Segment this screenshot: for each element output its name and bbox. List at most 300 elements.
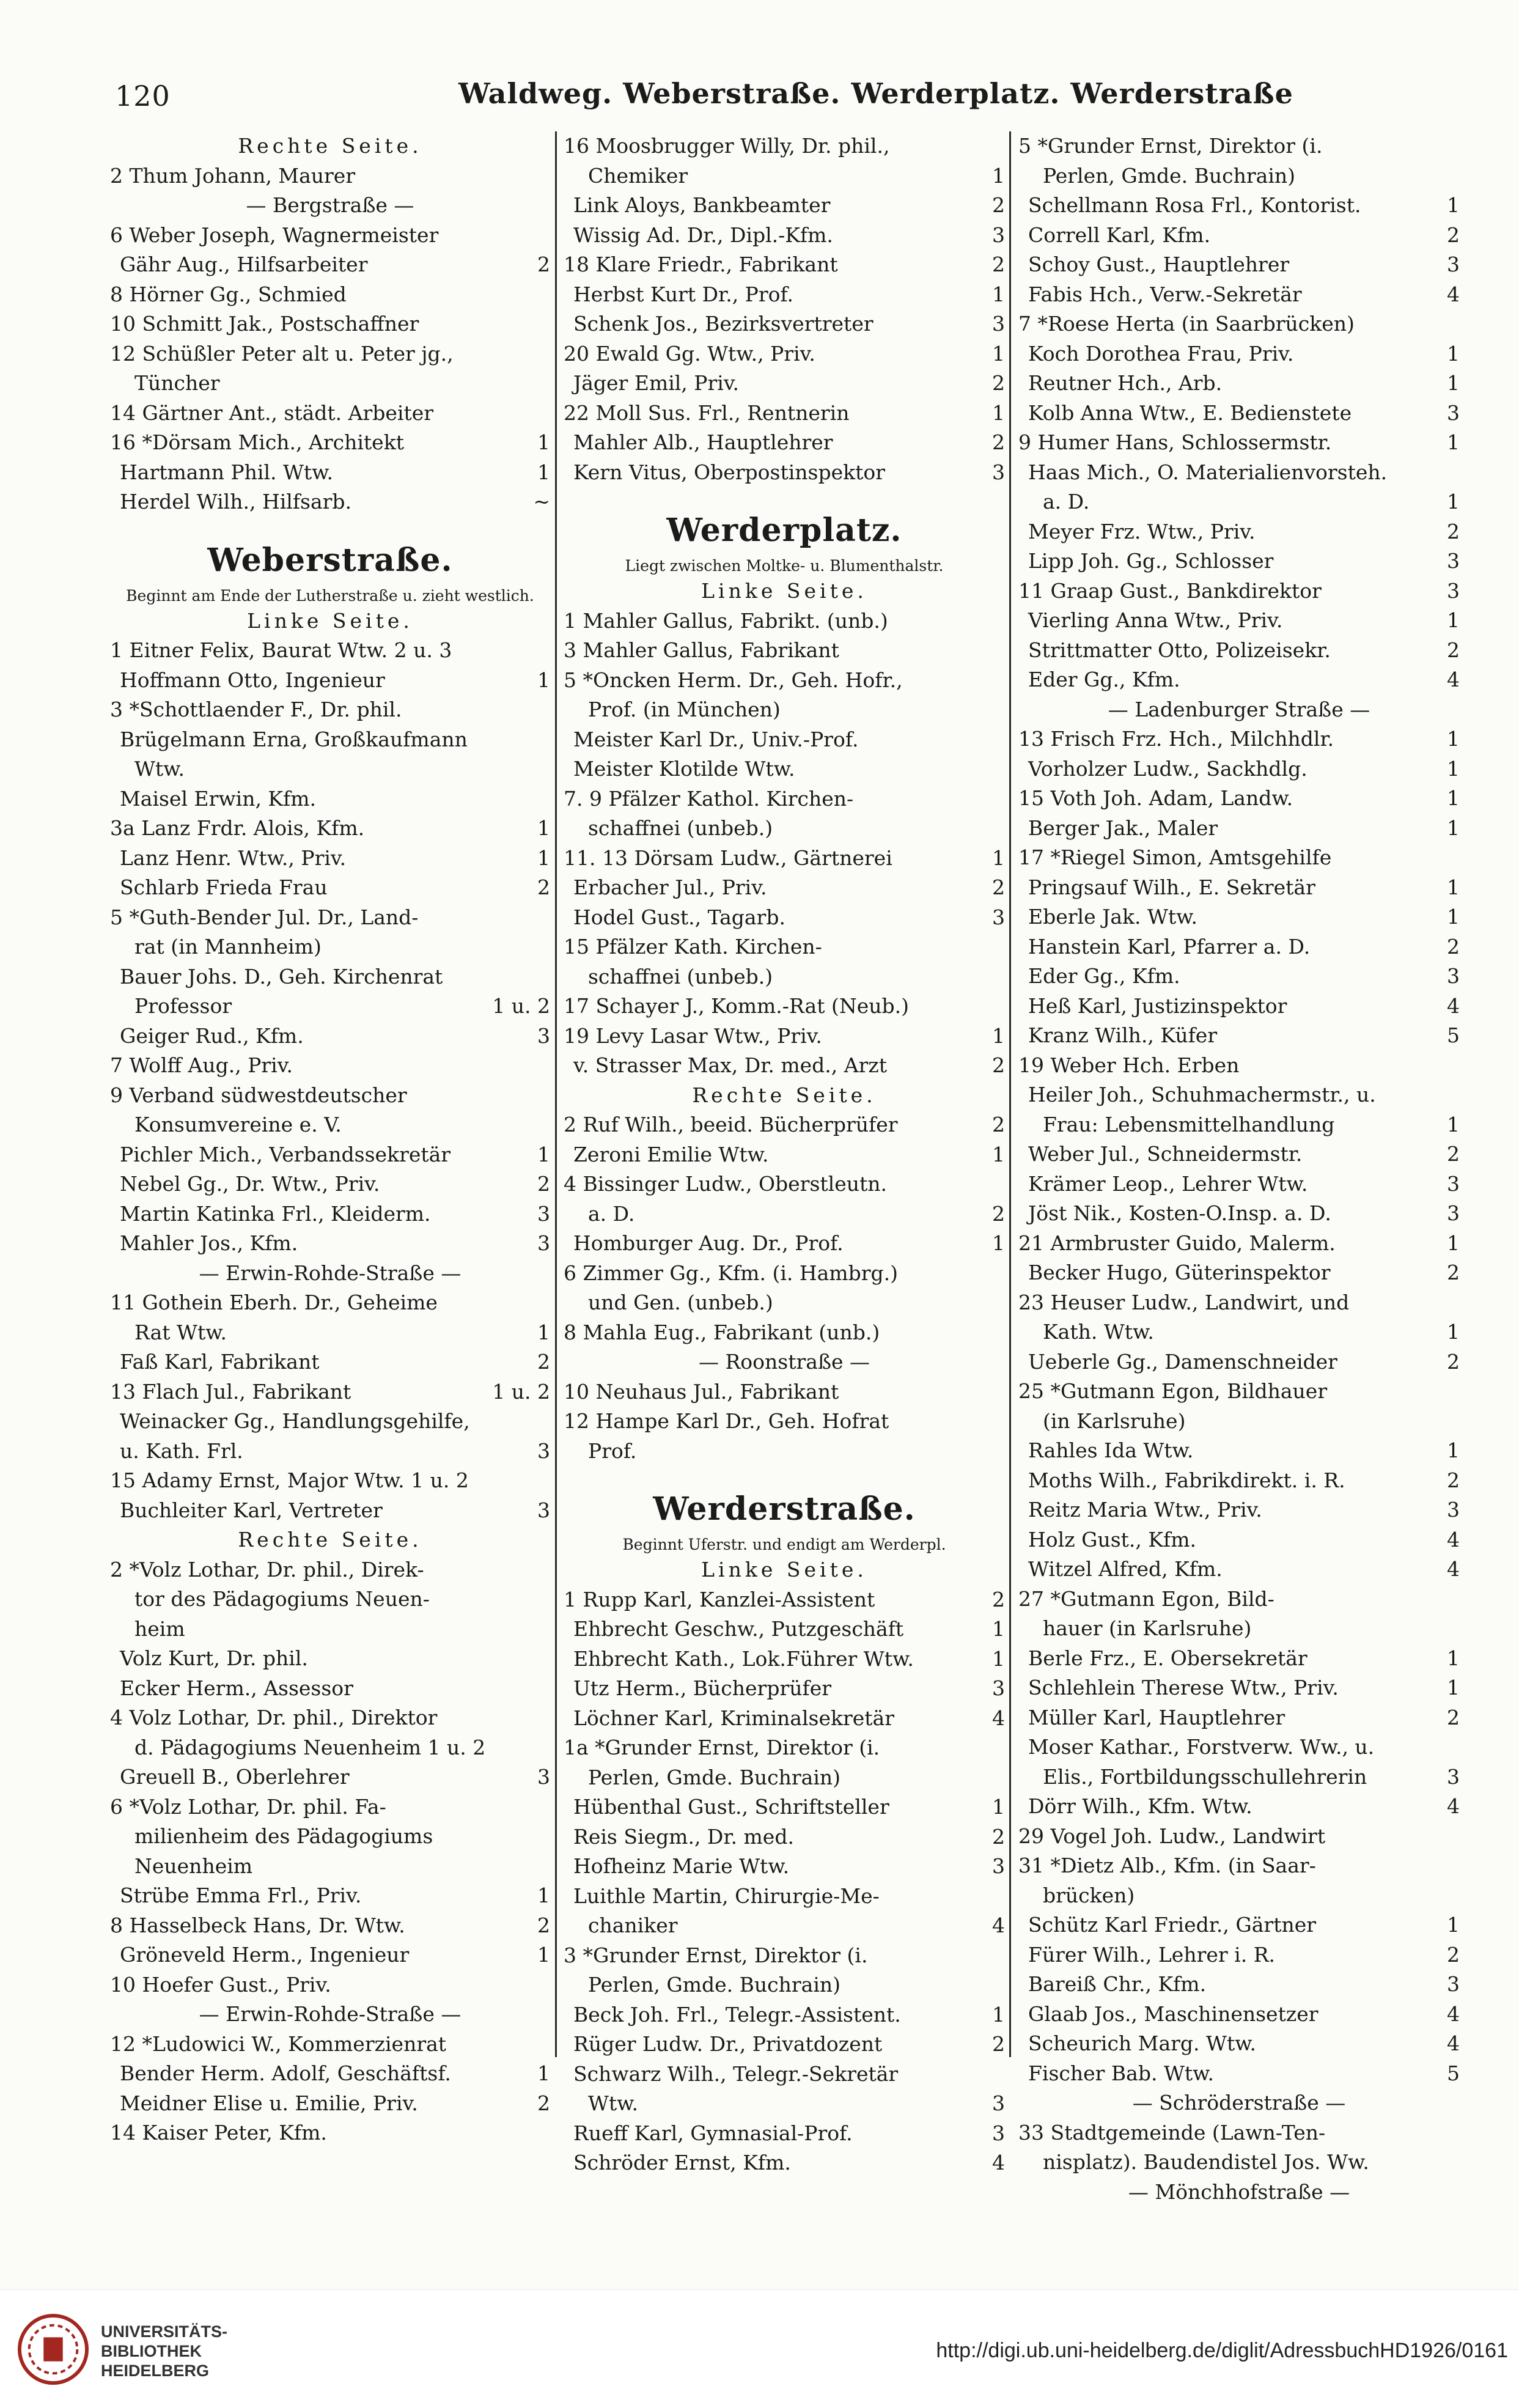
house-entry bbox=[564, 1259, 1005, 1289]
side-heading: Linke Seite. bbox=[701, 579, 867, 603]
entry-text: Nebel Gg., Dr. Wtw., Priv. bbox=[120, 1172, 380, 1196]
entry-text: 6 *Volz Lothar, Dr. phil. Fa- bbox=[110, 1794, 386, 1819]
page-header bbox=[110, 72, 1430, 121]
resident-entry bbox=[110, 1407, 550, 1437]
entry-continuation bbox=[564, 161, 1005, 191]
floor-number: 1 bbox=[1447, 1438, 1460, 1462]
floor-number: 1 bbox=[992, 845, 1005, 870]
entry-continuation bbox=[564, 814, 1005, 844]
entry-text: hauer (in Karlsruhe) bbox=[1043, 1616, 1252, 1640]
floor-number: 3 bbox=[992, 223, 1005, 247]
resident-entry bbox=[1018, 191, 1460, 221]
house-entry bbox=[564, 339, 1005, 369]
resident-entry bbox=[564, 1792, 1005, 1822]
entry-text: nisplatz). Baudendistel Jos. Ww. bbox=[1043, 2150, 1369, 2174]
resident-entry bbox=[110, 1169, 550, 1199]
entry-text: Maisel Erwin, Kfm. bbox=[120, 786, 317, 811]
house-entry bbox=[564, 131, 1005, 161]
floor-number: 1 bbox=[537, 2061, 550, 2085]
house-entry bbox=[110, 1911, 550, 1941]
resident-entry bbox=[564, 458, 1005, 488]
entry-text: milienheim des Pädagogiums bbox=[134, 1824, 433, 1848]
resident-entry bbox=[564, 1051, 1005, 1081]
resident-entry bbox=[110, 2059, 550, 2089]
entry-continuation bbox=[110, 754, 550, 784]
entry-text: Gröneveld Herm., Ingenieur bbox=[120, 1943, 410, 1967]
house-entry bbox=[1018, 131, 1460, 161]
entry-text: Haas Mich., O. Materialienvorsteh. bbox=[1028, 460, 1388, 484]
entry-text: 18 Klare Friedr., Fabrikant bbox=[564, 252, 838, 276]
entry-text: Rahles Ida Wtw. bbox=[1028, 1438, 1194, 1462]
floor-number: 1 bbox=[537, 1943, 550, 1967]
resident-entry bbox=[564, 2148, 1005, 2178]
resident-entry bbox=[1018, 1940, 1460, 1970]
resident-entry bbox=[1018, 2000, 1460, 2030]
resident-entry bbox=[110, 2089, 550, 2119]
floor-number: 2 bbox=[992, 430, 1005, 454]
floor-number: 1 bbox=[1447, 608, 1460, 632]
resident-entry bbox=[564, 280, 1005, 310]
entry-continuation bbox=[1018, 1317, 1460, 1347]
floor-number: 1 bbox=[1447, 727, 1460, 751]
entry-text: 5 *Guth-Bender Jul. Dr., Land- bbox=[110, 905, 419, 929]
entry-text: Reitz Maria Wtw., Priv. bbox=[1028, 1498, 1262, 1522]
side-heading: Rechte Seite. bbox=[692, 1083, 877, 1107]
entry-text: Kranz Wilh., Küfer bbox=[1028, 1023, 1218, 1047]
resident-entry bbox=[110, 1140, 550, 1170]
floor-number: 2 bbox=[992, 1113, 1005, 1136]
house-entry bbox=[110, 1377, 550, 1407]
entry-text: Ecker Herm., Assessor bbox=[120, 1676, 353, 1700]
entry-text: a. D. bbox=[1043, 490, 1090, 514]
resident-entry bbox=[1018, 1199, 1460, 1229]
floor-number: 3 bbox=[992, 1676, 1005, 1700]
resident-entry bbox=[1018, 992, 1460, 1022]
floor-number: 2 bbox=[537, 2091, 550, 2115]
resident-entry bbox=[1018, 1732, 1460, 1762]
entry-text: Reutner Hch., Arb. bbox=[1028, 371, 1223, 395]
floor-number: 1 bbox=[992, 1142, 1005, 1166]
entry-text: Pringsauf Wilh., E. Sekretär bbox=[1028, 875, 1315, 899]
resident-entry bbox=[564, 1674, 1005, 1704]
entry-text: 1 Rupp Karl, Kanzlei-Assistent bbox=[564, 1587, 875, 1611]
entry-continuation bbox=[1018, 1762, 1460, 1792]
floor-number: 3 bbox=[992, 2091, 1005, 2115]
house-entry bbox=[110, 903, 550, 933]
resident-entry bbox=[564, 1704, 1005, 1734]
entry-text: chaniker bbox=[588, 1913, 678, 1937]
floor-number: 1 bbox=[992, 163, 1005, 188]
house-entry bbox=[564, 932, 1005, 962]
house-entry bbox=[564, 1169, 1005, 1199]
entry-text: 1 Eitner Felix, Baurat Wtw. 2 u. 3 bbox=[110, 638, 452, 662]
entry-text: Berle Frz., E. Obersekretär bbox=[1028, 1646, 1308, 1670]
floor-number: 3 bbox=[1447, 1171, 1460, 1196]
entry-text: Schröder Ernst, Kfm. bbox=[573, 2151, 791, 2174]
floor-number: 1 bbox=[537, 845, 550, 870]
floor-number: 1 bbox=[537, 1320, 550, 1344]
house-entry bbox=[110, 161, 550, 191]
entry-text: schaffnei (unbeb.) bbox=[588, 816, 773, 840]
entry-continuation bbox=[110, 1110, 550, 1140]
entry-text: Hartmann Phil. Wtw. bbox=[120, 460, 333, 484]
resident-entry bbox=[110, 962, 550, 992]
house-entry bbox=[1018, 843, 1460, 873]
floor-number: 3 bbox=[992, 905, 1005, 929]
side-heading: Linke Seite. bbox=[247, 608, 413, 633]
library-name bbox=[101, 2322, 227, 2380]
entry-text: 2 *Volz Lothar, Dr. phil., Direk- bbox=[110, 1557, 424, 1581]
resident-entry bbox=[564, 191, 1005, 221]
floor-number: 3 bbox=[1447, 1498, 1460, 1522]
floor-number: 1 bbox=[1447, 1231, 1460, 1255]
entry-continuation bbox=[564, 2089, 1005, 2119]
resident-entry bbox=[564, 1229, 1005, 1259]
entry-text: Perlen, Gmde. Buchrain) bbox=[1043, 163, 1295, 188]
cross-street: — Bergstraße — bbox=[246, 193, 414, 217]
entry-text: 12 Schüßler Peter alt u. Peter jg., bbox=[110, 341, 454, 366]
entry-text: 1 Mahler Gallus, Fabrikt. (unb.) bbox=[564, 608, 888, 633]
entry-text: Herdel Wilh., Hilfsarb. bbox=[120, 490, 352, 514]
side-heading: Rechte Seite. bbox=[238, 1528, 422, 1552]
house-entry bbox=[564, 1022, 1005, 1051]
floor-number: 4 bbox=[992, 1706, 1005, 1730]
entry-text: Perlen, Gmde. Buchrain) bbox=[588, 1973, 840, 1997]
house-entry bbox=[110, 2118, 550, 2148]
entry-text: Pichler Mich., Verbandssekretär bbox=[120, 1142, 451, 1166]
entry-text: 17 Schayer J., Komm.-Rat (Neub.) bbox=[564, 994, 909, 1018]
floor-number: 2 bbox=[1447, 934, 1460, 959]
entry-text: Schlehlein Therese Wtw., Priv. bbox=[1028, 1676, 1339, 1699]
entry-text: Utz Herm., Bücherprüfer bbox=[573, 1676, 832, 1700]
resident-entry bbox=[1018, 1495, 1460, 1525]
entry-text: Schellmann Rosa Frl., Kontorist. bbox=[1028, 193, 1361, 217]
entry-text: 27 *Gutmann Egon, Bild- bbox=[1018, 1586, 1274, 1611]
entry-text: d. Pädagogiums Neuenheim 1 u. 2 bbox=[134, 1735, 486, 1759]
library-name-line: UNIVERSITÄTS- bbox=[101, 2322, 228, 2341]
floor-number: 2 bbox=[992, 1053, 1005, 1077]
entry-text: Krämer Leop., Lehrer Wtw. bbox=[1028, 1171, 1308, 1196]
entry-text: Ueberle Gg., Damenschneider bbox=[1028, 1349, 1337, 1374]
floor-number: 4 bbox=[1447, 668, 1460, 691]
entry-text: 12 *Ludowici W., Kommerzienrat bbox=[110, 2031, 447, 2056]
entry-text: 22 Moll Sus. Frl., Rentnerin bbox=[564, 400, 850, 425]
resident-entry bbox=[110, 1229, 550, 1259]
floor-number: 4 bbox=[1447, 1557, 1460, 1581]
house-entry bbox=[110, 814, 550, 844]
house-entry bbox=[564, 250, 1005, 280]
resident-entry bbox=[564, 1822, 1005, 1852]
column-1 bbox=[110, 131, 550, 2145]
entry-text: Jöst Nik., Kosten-O.Insp. a. D. bbox=[1028, 1201, 1331, 1225]
floor-number: 1 bbox=[992, 341, 1005, 366]
entry-text: Chemiker bbox=[588, 163, 688, 188]
floor-number: 1 bbox=[992, 1795, 1005, 1819]
floor-number: 3 bbox=[1447, 1764, 1460, 1789]
entry-text: Fabis Hch., Verw.-Sekretär bbox=[1028, 282, 1302, 306]
floor-number: 1 bbox=[1447, 786, 1460, 810]
entry-text: Hoffmann Otto, Ingenieur bbox=[120, 668, 385, 692]
house-entry bbox=[564, 606, 1005, 636]
entry-text: 5 *Grunder Ernst, Direktor (i. bbox=[1018, 134, 1323, 158]
entry-text: Herbst Kurt Dr., Prof. bbox=[573, 282, 794, 306]
resident-entry bbox=[1018, 962, 1460, 992]
entry-text: 4 Volz Lothar, Dr. phil., Direktor bbox=[110, 1706, 438, 1729]
entry-text: 7. 9 Pfälzer Kathol. Kirchen- bbox=[564, 786, 854, 811]
floor-number: 2 bbox=[537, 875, 550, 899]
floor-number: 5 bbox=[1447, 1023, 1460, 1047]
resident-entry bbox=[110, 1199, 550, 1229]
running-head: Waldweg. Weberstraße. Werderplatz. Werderstraße bbox=[458, 77, 1293, 110]
house-entry bbox=[110, 1466, 550, 1496]
entry-text: Vierling Anna Wtw., Priv. bbox=[1028, 608, 1283, 632]
resident-entry bbox=[564, 903, 1005, 933]
cross-street: — Erwin-Rohde-Straße — bbox=[199, 2002, 462, 2026]
floor-number: 3 bbox=[1447, 400, 1460, 425]
resident-entry bbox=[1018, 547, 1460, 576]
floor-number: 1 bbox=[1447, 341, 1460, 366]
house-entry bbox=[110, 280, 550, 310]
house-entry bbox=[110, 695, 550, 725]
entry-text: Perlen, Gmde. Buchrain) bbox=[588, 1765, 840, 1789]
entry-continuation bbox=[1018, 1881, 1460, 1911]
resident-entry bbox=[1018, 1258, 1460, 1288]
entry-text: 5 *Oncken Herm. Dr., Geh. Hofr., bbox=[564, 668, 903, 692]
house-entry bbox=[110, 1703, 550, 1733]
house-entry bbox=[110, 1081, 550, 1111]
resident-entry bbox=[1018, 399, 1460, 429]
entry-text: Martin Katinka Frl., Kleiderm. bbox=[120, 1201, 431, 1226]
resident-entry bbox=[110, 1674, 550, 1704]
resident-entry bbox=[1018, 1555, 1460, 1585]
resident-entry bbox=[1018, 458, 1460, 488]
entry-text: 13 Frisch Frz. Hch., Milchhdlr. bbox=[1018, 727, 1334, 751]
entry-continuation bbox=[1018, 487, 1460, 517]
resident-entry bbox=[110, 1347, 550, 1377]
library-logo-icon bbox=[17, 2313, 89, 2385]
entry-text: Becker Hugo, Güterinspektor bbox=[1028, 1261, 1331, 1284]
floor-number: ~ bbox=[533, 490, 550, 514]
entry-text: Lanz Henr. Wtw., Priv. bbox=[120, 845, 347, 870]
entry-continuation bbox=[1018, 1110, 1460, 1140]
entry-continuation bbox=[564, 1199, 1005, 1229]
floor-number: 1 bbox=[992, 1231, 1005, 1255]
entry-text: Brügelmann Erna, Großkaufmann bbox=[120, 727, 468, 751]
entry-text: 15 Pfälzer Kath. Kirchen- bbox=[564, 935, 822, 959]
entry-text: Schwarz Wilh., Telegr.-Sekretär bbox=[573, 2061, 899, 2086]
entry-text: 20 Ewald Gg. Wtw., Priv. bbox=[564, 341, 815, 366]
floor-number: 3 bbox=[537, 1201, 550, 1226]
resident-entry bbox=[1018, 250, 1460, 280]
side-heading: Linke Seite. bbox=[701, 1558, 867, 1581]
entry-text: 15 Adamy Ernst, Major Wtw. 1 u. 2 bbox=[110, 1468, 469, 1492]
entry-text: Bareiß Chr., Kfm. bbox=[1028, 1972, 1207, 1996]
resident-entry bbox=[1018, 369, 1460, 399]
house-entry bbox=[110, 1792, 550, 1822]
resident-entry bbox=[110, 1496, 550, 1526]
resident-entry bbox=[1018, 932, 1460, 962]
resident-entry bbox=[1018, 1466, 1460, 1496]
floor-number: 3 bbox=[1447, 1972, 1460, 1996]
house-entry bbox=[1018, 1585, 1460, 1615]
resident-entry bbox=[1018, 1169, 1460, 1199]
entry-text: 11. 13 Dörsam Ludw., Gärtnerei bbox=[564, 845, 892, 870]
entry-text: Wtw. bbox=[588, 2091, 639, 2115]
house-entry bbox=[110, 1555, 550, 1585]
resident-entry bbox=[110, 666, 550, 696]
entry-text: und Gen. (unbeb.) bbox=[588, 1291, 773, 1314]
house-entry bbox=[564, 1733, 1005, 1763]
entry-text: Greuell B., Oberlehrer bbox=[120, 1765, 350, 1789]
floor-number: 2 bbox=[1447, 1142, 1460, 1166]
floor-number: 1 bbox=[992, 282, 1005, 306]
entry-text: 19 Levy Lasar Wtw., Priv. bbox=[564, 1023, 822, 1048]
entry-text: Faß Karl, Fabrikant bbox=[120, 1350, 320, 1374]
resident-entry bbox=[564, 1882, 1005, 1912]
resident-entry bbox=[1018, 1525, 1460, 1555]
floor-number: 2 bbox=[1447, 519, 1460, 543]
entry-continuation bbox=[564, 962, 1005, 992]
entry-text: Moths Wilh., Fabrikdirekt. i. R. bbox=[1028, 1468, 1345, 1492]
page-number: 120 bbox=[115, 79, 171, 112]
floor-number: 2 bbox=[1447, 1468, 1460, 1492]
entry-text: Weber Jul., Schneidermstr. bbox=[1028, 1142, 1303, 1166]
resident-entry bbox=[564, 754, 1005, 784]
entry-text: 1a *Grunder Ernst, Direktor (i. bbox=[564, 1736, 880, 1759]
entry-text: 8 Mahla Eug., Fabrikant (unb.) bbox=[564, 1320, 880, 1344]
resident-entry bbox=[1018, 1673, 1460, 1703]
resident-entry bbox=[564, 1140, 1005, 1170]
column-divider bbox=[1009, 131, 1011, 2057]
entry-text: Koch Dorothea Frau, Priv. bbox=[1028, 341, 1294, 366]
floor-number: 2 bbox=[537, 1350, 550, 1374]
floor-number: 2 bbox=[992, 1587, 1005, 1611]
entry-text: 8 Hörner Gg., Schmied bbox=[110, 282, 347, 306]
source-url-link[interactable]: http://digi.ub.uni-heidelberg.de/diglit/AdressbuchHD1926/0161 bbox=[936, 2339, 1508, 2362]
resident-entry bbox=[564, 2119, 1005, 2149]
floor-number: 2 bbox=[537, 252, 550, 276]
entry-text: Schütz Karl Friedr., Gärtner bbox=[1028, 1913, 1317, 1937]
resident-entry bbox=[1018, 221, 1460, 251]
resident-entry bbox=[564, 1852, 1005, 1882]
resident-entry bbox=[564, 221, 1005, 251]
floor-number: 1 bbox=[1447, 490, 1460, 514]
resident-entry bbox=[564, 873, 1005, 903]
resident-entry bbox=[1018, 902, 1460, 932]
resident-entry bbox=[1018, 873, 1460, 903]
floor-number: 3 bbox=[537, 1438, 550, 1463]
house-entry bbox=[110, 1288, 550, 1318]
house-entry bbox=[110, 636, 550, 666]
floor-number: 2 bbox=[537, 1913, 550, 1937]
entry-text: Berger Jak., Maler bbox=[1028, 816, 1218, 840]
library-name-line: BIBLIOTHEK bbox=[101, 2342, 202, 2360]
house-entry bbox=[564, 992, 1005, 1022]
house-entry bbox=[1018, 309, 1460, 339]
entry-text: 9 Humer Hans, Schlossermstr. bbox=[1018, 430, 1332, 454]
floor-number: 1 bbox=[1447, 875, 1460, 899]
house-entry bbox=[564, 666, 1005, 696]
entry-text: 25 *Gutmann Egon, Bildhauer bbox=[1018, 1379, 1328, 1403]
entry-text: Erbacher Jul., Priv. bbox=[573, 875, 767, 899]
entry-text: Löchner Karl, Kriminalsekretär bbox=[573, 1706, 894, 1730]
street-description: Liegt zwischen Moltke- u. Blumenthalstr. bbox=[625, 557, 944, 575]
resident-entry bbox=[110, 1881, 550, 1911]
entry-text: Meister Karl Dr., Univ.-Prof. bbox=[573, 727, 859, 751]
entry-continuation bbox=[110, 1585, 550, 1615]
house-entry bbox=[1018, 784, 1460, 814]
floor-number: 5 bbox=[1447, 2061, 1460, 2085]
floor-number: 2 bbox=[1447, 638, 1460, 662]
house-entry bbox=[110, 428, 550, 458]
entry-text: Heiler Joh., Schuhmachermstr., u. bbox=[1028, 1083, 1376, 1106]
floor-number: 4 bbox=[992, 2151, 1005, 2174]
entry-text: 33 Stadtgemeinde (Lawn-Ten- bbox=[1018, 2120, 1326, 2145]
floor-number: 1 u. 2 bbox=[492, 994, 550, 1018]
floor-number: 3 bbox=[1447, 964, 1460, 988]
house-entry bbox=[110, 339, 550, 369]
entry-text: Schoy Gust., Hauptlehrer bbox=[1028, 252, 1290, 276]
entry-text: 6 Weber Joseph, Wagnermeister bbox=[110, 223, 439, 247]
floor-number: 3 bbox=[992, 1854, 1005, 1878]
floor-number: 3 bbox=[537, 1023, 550, 1048]
resident-entry bbox=[564, 2000, 1005, 2030]
cross-street: — Schröderstraße — bbox=[1132, 2091, 1346, 2115]
footer-bar bbox=[0, 2289, 1519, 2408]
floor-number: 3 bbox=[992, 312, 1005, 336]
floor-number: 2 bbox=[1447, 1349, 1460, 1374]
entry-text: 17 *Riegel Simon, Amtsgehilfe bbox=[1018, 845, 1332, 869]
entry-text: Prof. bbox=[588, 1438, 637, 1463]
resident-entry bbox=[1018, 1792, 1460, 1822]
resident-entry bbox=[110, 458, 550, 488]
entry-text: 16 Moosbrugger Willy, Dr. phil., bbox=[564, 134, 890, 158]
house-entry bbox=[1018, 1822, 1460, 1852]
floor-number: 1 bbox=[1447, 1646, 1460, 1670]
entry-text: 14 Gärtner Ant., städt. Arbeiter bbox=[110, 400, 434, 425]
floor-number: 3 bbox=[1447, 252, 1460, 276]
floor-number: 1 bbox=[537, 1883, 550, 1907]
house-entry bbox=[564, 784, 1005, 814]
resident-entry bbox=[110, 844, 550, 874]
entry-text: Weinacker Gg., Handlungsgehilfe, bbox=[120, 1409, 470, 1433]
entry-text: Eberle Jak. Wtw. bbox=[1028, 905, 1197, 929]
house-entry bbox=[564, 1110, 1005, 1140]
resident-entry bbox=[110, 1022, 550, 1051]
entry-continuation bbox=[110, 1822, 550, 1852]
entry-text: 2 Ruf Wilh., beeid. Bücherprüfer bbox=[564, 1113, 898, 1136]
floor-number: 4 bbox=[1447, 2001, 1460, 2026]
house-entry bbox=[110, 1970, 550, 2000]
entry-text: 9 Verband südwestdeutscher bbox=[110, 1083, 407, 1107]
entry-text: rat (in Mannheim) bbox=[134, 935, 322, 959]
entry-text: Strübe Emma Frl., Priv. bbox=[120, 1883, 362, 1907]
entry-continuation bbox=[564, 1288, 1005, 1318]
entry-continuation bbox=[564, 1911, 1005, 1941]
entry-text: Bauer Johs. D., Geh. Kirchenrat bbox=[120, 964, 443, 989]
resident-entry bbox=[564, 309, 1005, 339]
floor-number: 3 bbox=[992, 2121, 1005, 2145]
entry-text: 3 Mahler Gallus, Fabrikant bbox=[564, 638, 839, 662]
entry-text: Schlarb Frieda Frau bbox=[120, 875, 328, 899]
entry-text: schaffnei (unbeb.) bbox=[588, 964, 773, 989]
entry-text: Prof. (in München) bbox=[588, 698, 781, 721]
floor-number: 1 bbox=[537, 816, 550, 840]
entry-text: Lipp Joh. Gg., Schlosser bbox=[1028, 549, 1274, 573]
house-entry bbox=[564, 636, 1005, 666]
entry-continuation bbox=[564, 1763, 1005, 1793]
street-heading: Werderstraße. bbox=[653, 1490, 916, 1528]
